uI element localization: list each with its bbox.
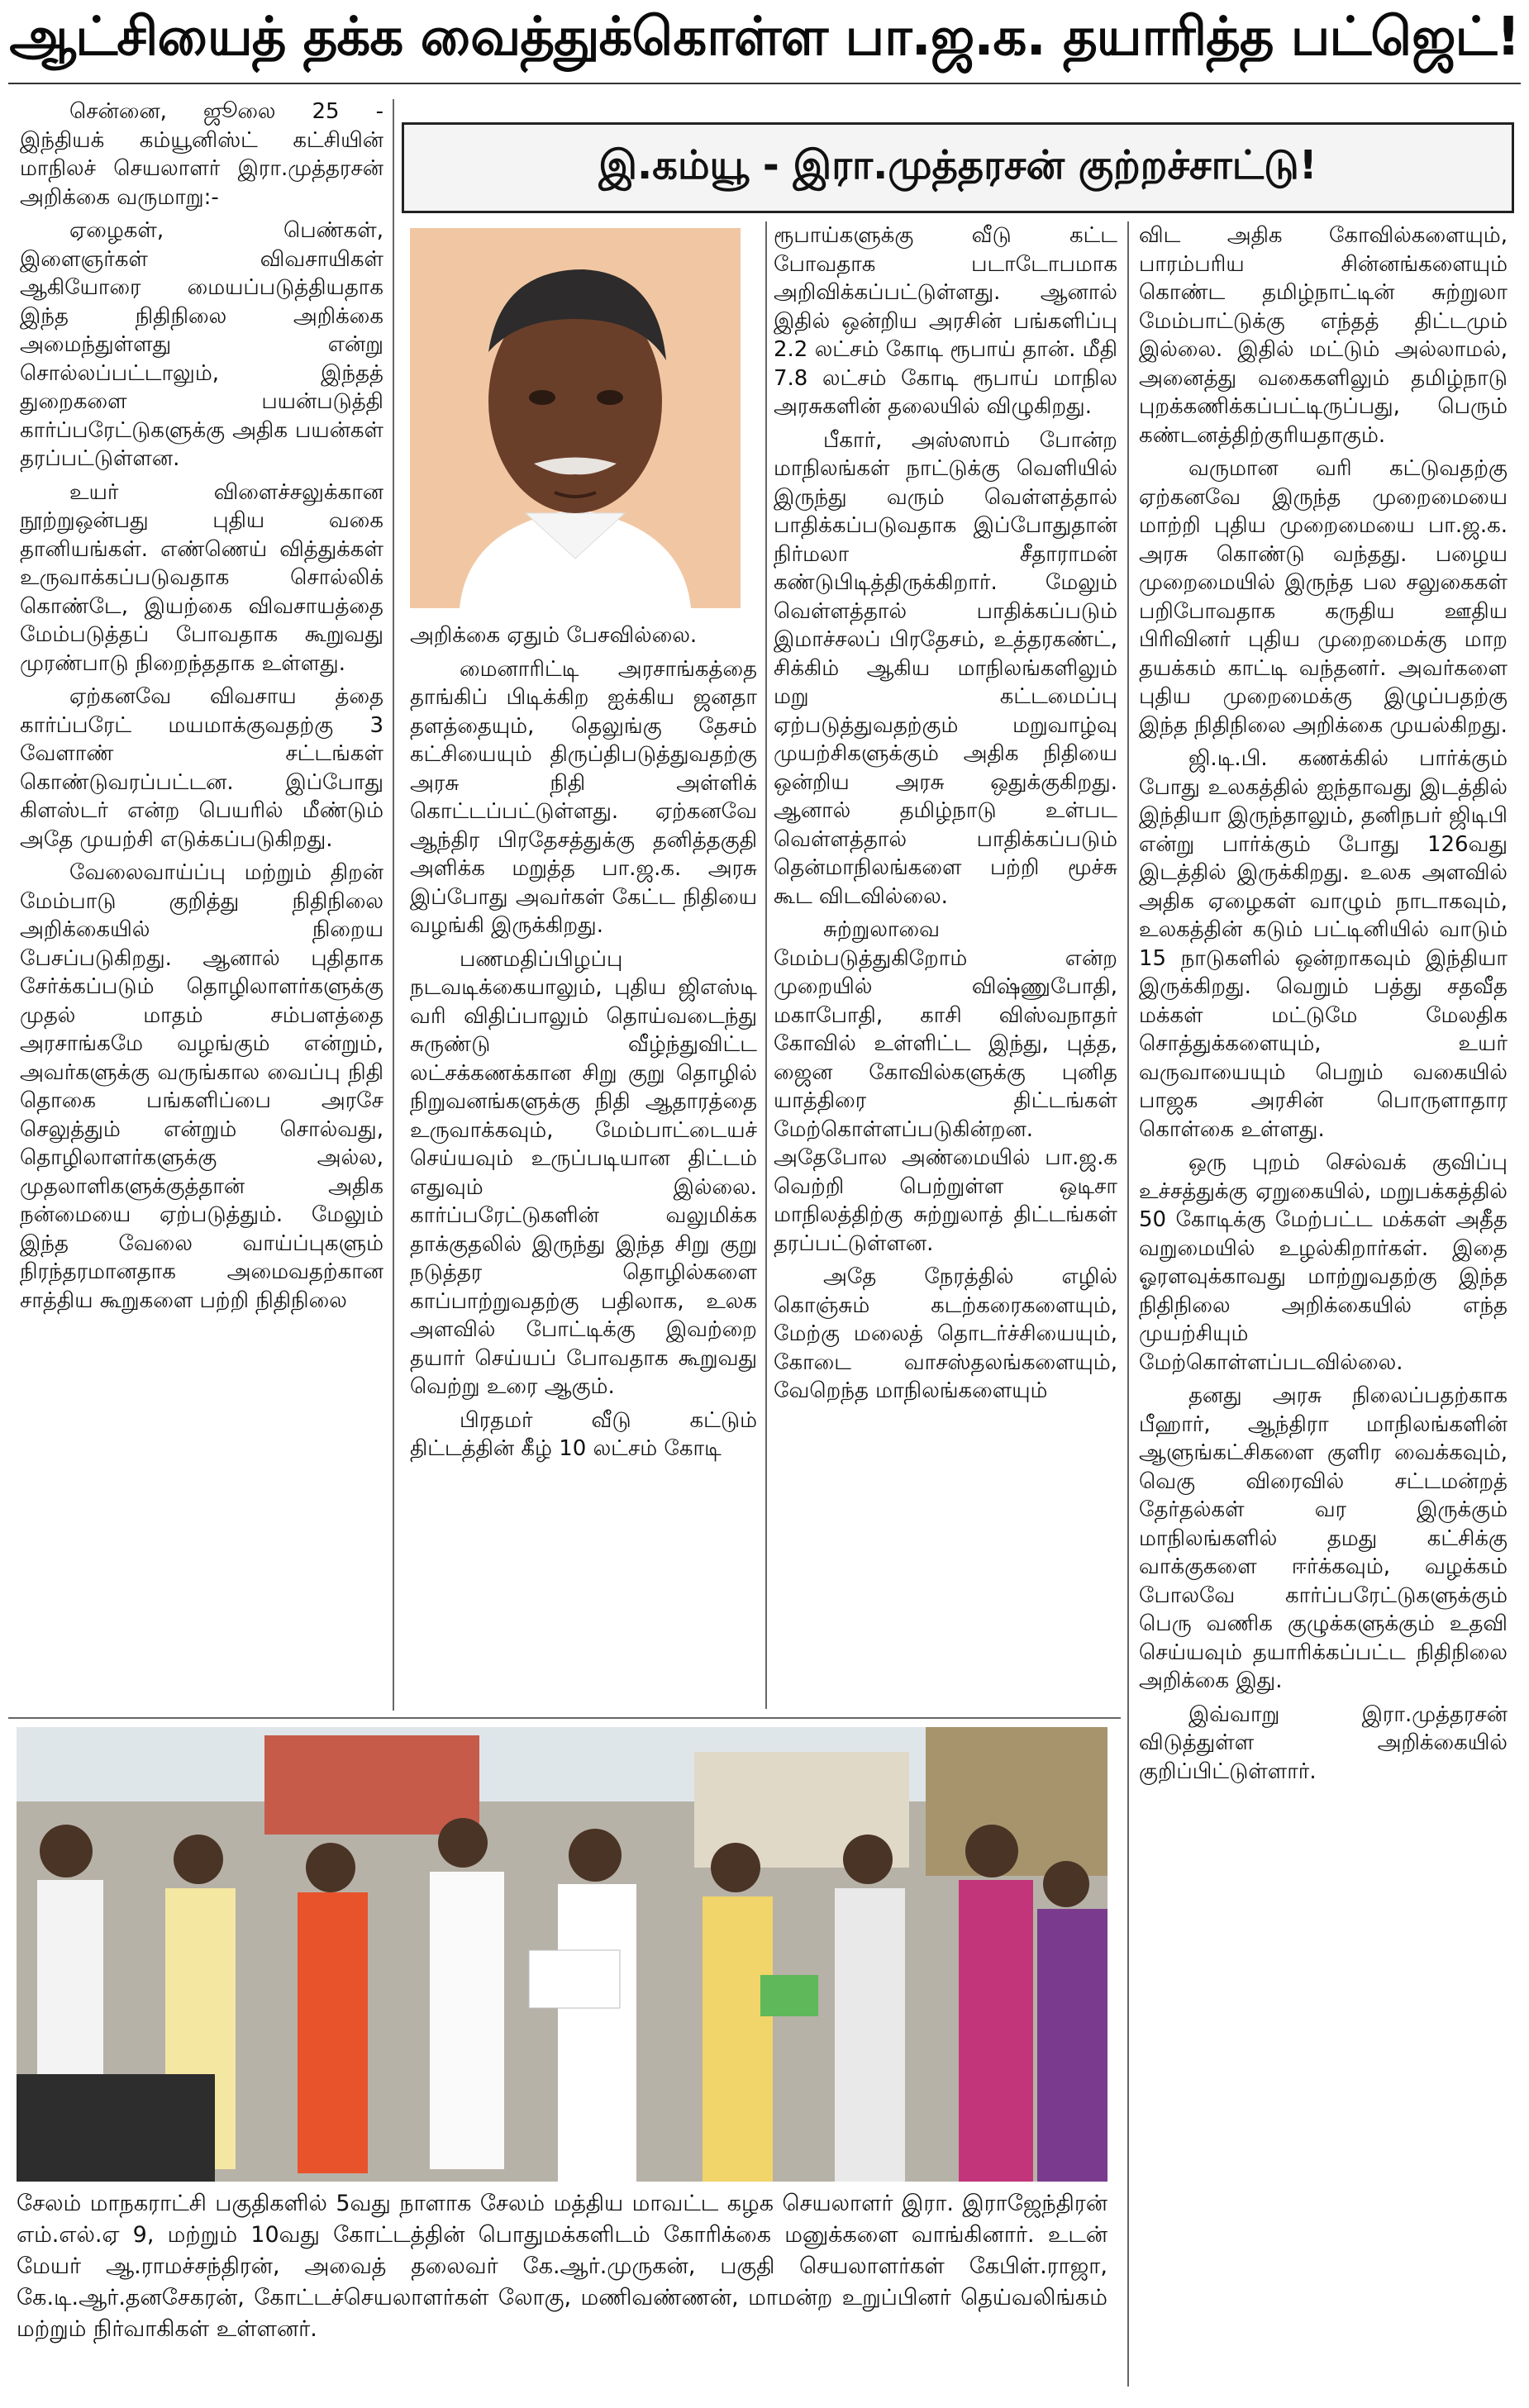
column-divider [765,221,767,1709]
author-portrait [410,228,741,608]
article-column-1 [20,98,383,1692]
article-paragraph: பீகார், அஸ்ஸாம் போன்ற மாநிலங்கள் நாட்டுக்கு வெளியில் இருந்து வரும் வெள்ளத்தால் பாதிக்கப்படுவதாக இப்போதுதான் நிர்மலா சீதாராமன் கண்டுபிடித்திருக்கிறார். மேலும் வெள்ளத்தால் பாதிக்கப்படும் இமாச்சலப் பிரதேசம், உத்தரகண்ட், சிக்கிம் ஆகிய மாநிலங்களிலும் மறு கட்டமைப்பு ஏற்படுத்துவதற்கும் மறுவாழ்வு முயற்சிகளுக்கும் அதிக நிதியை ஒன்றிய அரசு ஒதுக்குகிறது. ஆனால் தமிழ்நாடு உள்பட வெள்ளத்தால் பாதிக்கப்படும் தென்மாநிலங்களை பற்றி மூச்சு கூட விடவில்லை. [774,427,1117,909]
article-paragraph: இவ்வாறு இரா.முத்தரசன் விடுத்துள்ள அறிக்கையில் குறிப்பிட்டுள்ளார். [1139,1701,1508,1784]
article-paragraph: சென்னை, ஜூலை 25 - இந்தியக் கம்யூனிஸ்ட் கட்சியின் மாநிலச் செயலாளர் இரா.முத்தரசன் அறிக்கை வருமாறு:- [20,99,383,210]
column-divider [1127,221,1129,2387]
article-paragraph: ஜி.டி.பி. கணக்கில் பார்க்கும் போது உலகத்தில் ஐந்தாவது இடத்தில் இந்தியா இருந்தாலும், தனிநபர் ஜிடிபி என்று பார்க்கும் போது 126வது இடத்தில் இருக்கிறது. உலக அளவில் அதிக ஏழைகள் வாழும் நாடாகவும், உலகத்தின் கடும் பட்டினியில் வாடும் 15 நாடுகளில் ஒன்றாகவும் இந்தியா இருக்கிறது. வெறும் பத்து சதவீத மக்கள் மட்டுமே மேலதிக சொத்துக்களையும், உயர் வருவாயையும் பெறும் வகையில் பாஜக அரசின் பொருளாதார கொள்கை உள்ளது. [1139,746,1508,1142]
photo-top-rule [8,1717,1121,1719]
article-paragraph: வேலைவாய்ப்பு மற்றும் திறன் மேம்பாடு குறித்து நிதிநிலை அறிக்கையில் நிறைய பேசப்படுகிறது. ஆனால் புதிதாக சேர்க்கப்படும் தொழிலாளர்களுக்கு முதல் மாதம் சம்பளத்தை அரசாங்கமே வழங்கும் என்றும், அவர்களுக்கு வருங்கால வைப்பு நிதி தொகை பங்களிப்பை அரசே செலுத்தும் என்றும் சொல்வது, தொழிலாளர்களுக்கு அல்ல, முதலாளிகளுக்குத்தான் அதிக நன்மையை ஏற்படுத்தும். மேலும் இந்த வேலை வாய்ப்புகளும் நிரந்தரமானதாக அமைவதற்கான சாத்திய கூறுகளை பற்றி நிதிநிலை [20,860,383,1313]
event-photo [17,1727,1107,2182]
article-paragraph: மைனாரிட்டி அரசாங்கத்தை தாங்கிப் பிடிக்கிற ஐக்கிய ஜனதா தளத்தையும், தெலுங்கு தேசம் கட்சியையும் திருப்திபடுத்துவதற்கு அரசு நிதி அள்ளிக் கொட்டப்பட்டுள்ளது. ஏற்கனவே ஆந்திர பிரதேசத்துக்கு தனித்தகுதி அளிக்க மறுத்த பா.ஜ.க. அரசு இப்போது அவர்கள் கேட்ட நிதியை வழங்கி இருக்கிறது. [410,656,757,938]
article-column-4 [1139,221,1508,2395]
portrait-image [410,228,741,608]
article-paragraph: ரூபாய்களுக்கு வீடு கட்ட போவதாக படாடோபமாக அறிவிக்கப்பட்டுள்ளது. ஆனால் இதில் ஒன்றிய அரசின் பங்களிப்பு 2.2 லட்சம் கோடி ரூபாய் தான். மீதி 7.8 லட்சம் கோடி ரூபாய் மாநில அரசுகளின் தலையில் விழுகிறது. [774,223,1117,419]
article-paragraph: ஏழைகள், பெண்கள், இளைஞர்கள் விவசாயிகள் ஆகியோரை மையப்படுத்தியதாக இந்த நிதிநிலை அறிக்கை அமைந்துள்ளது என்று சொல்லப்பட்டாலும், இந்தத் துறைகளை பயன்படுத்தி கார்ப்பரேட்டுகளுக்கு அதிக பயன்கள் தரப்பட்டுள்ளன. [20,218,383,471]
article-paragraph: வருமான வரி கட்டுவதற்கு ஏற்கனவே இருந்த முறைமையை மாற்றி புதிய முறைமையை பா.ஜ.க. அரசு கொண்டு வந்தது. பழைய முறைமையில் இருந்த பல சலுகைகள் பறிபோவதாக கருதிய ஊதிய பிரிவினர் புதிய முறைமைக்கு மாற தயக்கம் காட்டி வந்தனர். அவர்களை புதிய முறைமைக்கு இழுப்பதற்கு இந்த நிதிநிலை அறிக்கை முயல்கிறது. [1139,456,1508,738]
article-column-3 [774,221,1117,1701]
article-paragraph: ஒரு புறம் செல்வக் குவிப்பு உச்சத்துக்கு ஏறுகையில், மறுபக்கத்தில் 50 கோடிக்கு மேற்பட்ட மக்கள் அதீத வறுமையில் உழல்கிறார்கள். இதை ஓரளவுக்காவது மாற்றுவதற்கு இந்த நிதிநிலை அறிக்கையில் எந்த முயற்சியும் மேற்கொள்ளப்படவில்லை. [1139,1150,1508,1375]
article-paragraph: சுற்றுலாவை மேம்படுத்துகிறோம் என்ற முறையில் விஷ்ணுபோதி, மகாபோதி, காசி விஸ்வநாதர் கோவில் உள்ளிட்ட இந்து, புத்த, ஜைன கோவில்களுக்கு புனித யாத்திரை திட்டங்கள் மேற்கொள்ளப்படுகின்றன. அதேபோல அண்மையில் பா.ஜ.க வெற்றி பெற்றுள்ள ஒடிசா மாநிலத்திற்கு சுற்றுலாத் திட்டங்கள் தரப்பட்டுள்ளன. [774,917,1117,1256]
column-divider [393,99,394,1711]
headline-rule [8,83,1521,84]
article-paragraph: விட அதிக கோவில்களையும், பாரம்பரிய சின்னங்களையும் கொண்ட தமிழ்நாட்டின் சுற்றுலா மேம்பாட்டுக்கு எந்தத் திட்டமும் இல்லை. இதில் மட்டும் அல்லாமல், அனைத்து வகைகளிலும் தமிழ்நாடு புறக்கணிக்கப்பட்டிருப்பது, பெரும் கண்டனத்திற்குரியதாகும். [1139,223,1508,448]
photo-caption: சேலம் மாநகராட்சி பகுதிகளில் 5வது நாளாக சேலம் மத்திய மாவட்ட கழக செயலாளர் இரா. இராஜேந்திரன் எம்.எல்.ஏ 9, மற்றும் 10வது கோட்டத்தின் பொதுமக்களிடம் கோரிக்கை மனுக்களை வாங்கினார். உடன் மேயர் ஆ.ராமச்சந்திரன், அவைத் தலைவர் கே.ஆர்.முருகன், பகுதி செயலாளர்கள் கேபிள்.ராஜா, கே.டி.ஆர்.தனசேகரன், கோட்டச்செயலாளர்கள் லோகு, மணிவண்ணன், மாமன்ற உறுப்பினர் தெய்வலிங்கம் மற்றும் நிர்வாகிகள் உள்ளனர். [17,2191,1107,2342]
article-paragraph: அதே நேரத்தில் எழில் கொஞ்சும் கடற்கரைகளையும், மேற்கு மலைத் தொடர்ச்சியையும், கோடை வாசஸ்தலங்களையும், வேறெந்த மாநிலங்களையும் [774,1264,1117,1403]
headline: ஆட்சியைத் தக்க வைத்துக்கொள்ள பா.ஜ.க. தயாரித்த பட்ஜெட்! [9,7,1520,68]
event-photo-image [17,1727,1107,2182]
article-paragraph: ஏற்கனவே விவசாய த்தை கார்ப்பரேட் மயமாக்குவதற்கு 3 வேளாண் சட்டங்கள் கொண்டுவரப்பட்டன. இப்போது கிளஸ்டர் என்ற பெயரில் மீண்டும் அதே முயற்சி எடுக்கப்படுகிறது. [20,684,383,852]
article-paragraph: பணமதிப்பிழப்பு நடவடிக்கையாலும், புதிய ஜிஎஸ்டி வரி விதிப்பாலும் தொய்வடைந்து சுருண்டு வீழ்ந்துவிட்ட லட்சக்கணக்கான சிறு குறு தொழில் நிறுவனங்களுக்கு நிதி ஆதாரத்தை உருவாக்கவும், மேம்பாட்டையச் செய்யவும் உருப்படியான திட்டம் எதுவும் இல்லை. கார்ப்பரேட்டுகளின் வலுமிக்க தாக்குதலில் இருந்து இந்த சிறு குறு நடுத்தர தொழில்களை காப்பாற்றுவதற்கு பதிலாக, உலக அளவில் போட்டிக்கு இவற்றை தயார் செய்யப் போவதாக கூறுவது வெற்று உரை ஆகும். [410,946,757,1399]
article-column-2 [410,621,757,1696]
subheadline: இ.கம்யூ - இரா.முத்தரசன் குற்றச்சாட்டு! [402,122,1514,213]
article-paragraph: அறிக்கை ஏதும் பேசவில்லை. [410,623,698,648]
article-paragraph: உயர் விளைச்சலுக்கான நூற்றுஒன்பது புதிய வகை தானியங்கள். எண்ணெய் வித்துக்கள் உருவாக்கப்படுவதாக சொல்லிக் கொண்டே, இயற்கை விவசாயத்தை மேம்படுத்தப் போவதாக கூறுவது முரண்பாடு நிறைந்ததாக உள்ளது. [20,479,383,676]
article-paragraph: தனது அரசு நிலைப்பதற்காக பீஹார், ஆந்திரா மாநிலங்களின் ஆளுங்கட்சிகளை குளிர வைக்கவும், வெகு விரைவில் சட்டமன்றத் தேர்தல்கள் வர இருக்கும் மாநிலங்களில் தமது கட்சிக்கு வாக்குகளை ஈர்க்கவும், வழக்கம் போலவே கார்ப்பரேட்டுகளுக்கும் பெரு வணிக குழுக்களுக்கும் உதவி செய்யவும் தயாரிக்கப்பட்ட நிதிநிலை அறிக்கை இது. [1139,1383,1508,1693]
article-paragraph: பிரதமர் வீடு கட்டும் திட்டத்தின் கீழ் 10 லட்சம் கோடி [410,1407,757,1461]
